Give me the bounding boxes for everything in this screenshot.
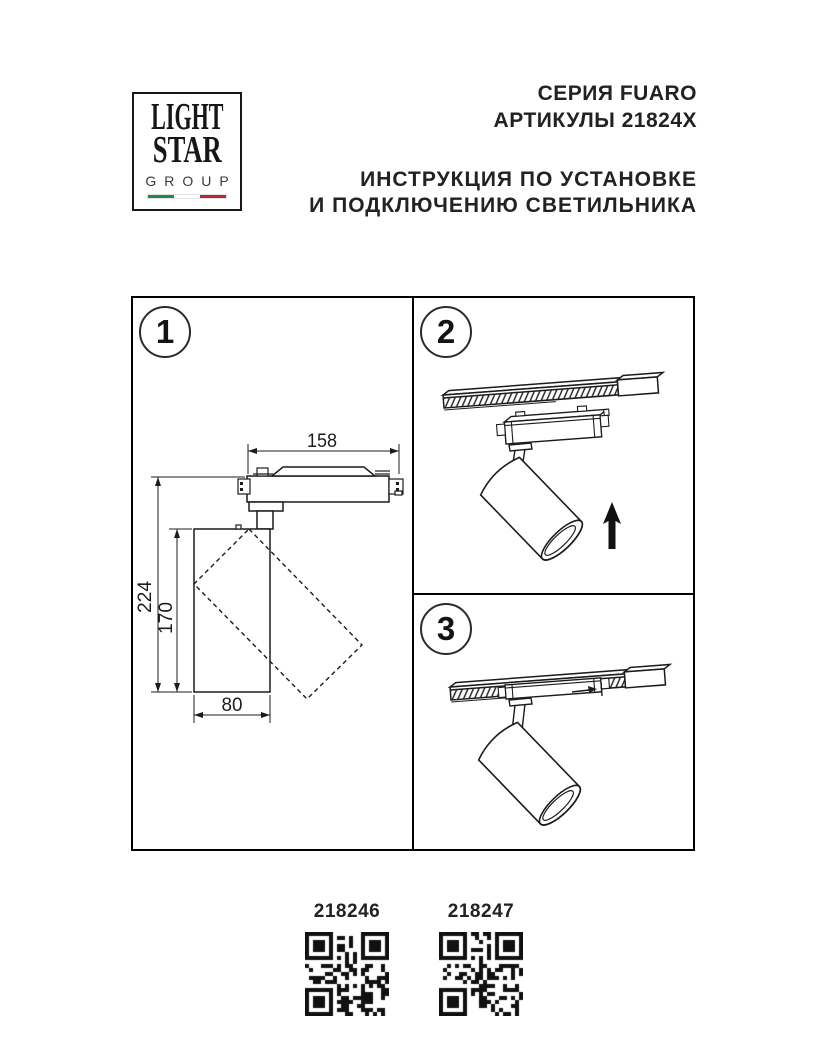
flag-red-segment: [200, 195, 226, 198]
dimension-body-height: 170: [156, 602, 178, 634]
instruction-title: [309, 167, 697, 219]
step-3-badge: [420, 603, 472, 655]
articles-title: АРТИКУЛЫ 21824X: [493, 109, 697, 132]
technical-drawing: [133, 298, 412, 849]
step-3-panel: [414, 595, 693, 849]
article-block: [421, 901, 541, 1016]
logo-word-group: GROUP: [145, 173, 237, 189]
article-block: [287, 901, 407, 1016]
step-1-number: 1: [155, 313, 175, 350]
qr-code: [305, 932, 389, 1016]
logo-word-star: STAR: [152, 129, 222, 171]
header: [309, 80, 697, 219]
qr-code: [439, 932, 523, 1016]
diagram-grid: [131, 296, 695, 851]
dimension-body-width: 80: [221, 695, 243, 716]
article-number: 218246: [313, 901, 381, 922]
flag-green-segment: [148, 195, 174, 198]
flag-white-segment: [174, 195, 200, 198]
dimension-total-height: 224: [135, 581, 157, 613]
step-1-panel: [133, 298, 414, 849]
instruction-title-line1: ИНСТРУКЦИЯ ПО УСТАНОВКЕ: [360, 168, 697, 191]
step-2-number: 2: [436, 313, 456, 350]
upward-arrow-icon: [603, 502, 621, 549]
instruction-title-line2: И ПОДКЛЮЧЕНИЮ СВЕТИЛЬНИКА: [309, 194, 697, 217]
step-2-panel: [414, 298, 693, 595]
italian-flag-bar: [147, 194, 227, 199]
step-1-badge: [139, 306, 191, 358]
logo-word-light: LIGHT: [150, 96, 224, 138]
series-title: СЕРИЯ FUARO: [537, 82, 697, 105]
step-3-number: 3: [436, 610, 456, 647]
lightstar-logo: [132, 92, 242, 211]
dimension-top-width: 158: [307, 431, 337, 452]
article-number: 218247: [447, 901, 515, 922]
step-2-badge: [420, 306, 472, 358]
